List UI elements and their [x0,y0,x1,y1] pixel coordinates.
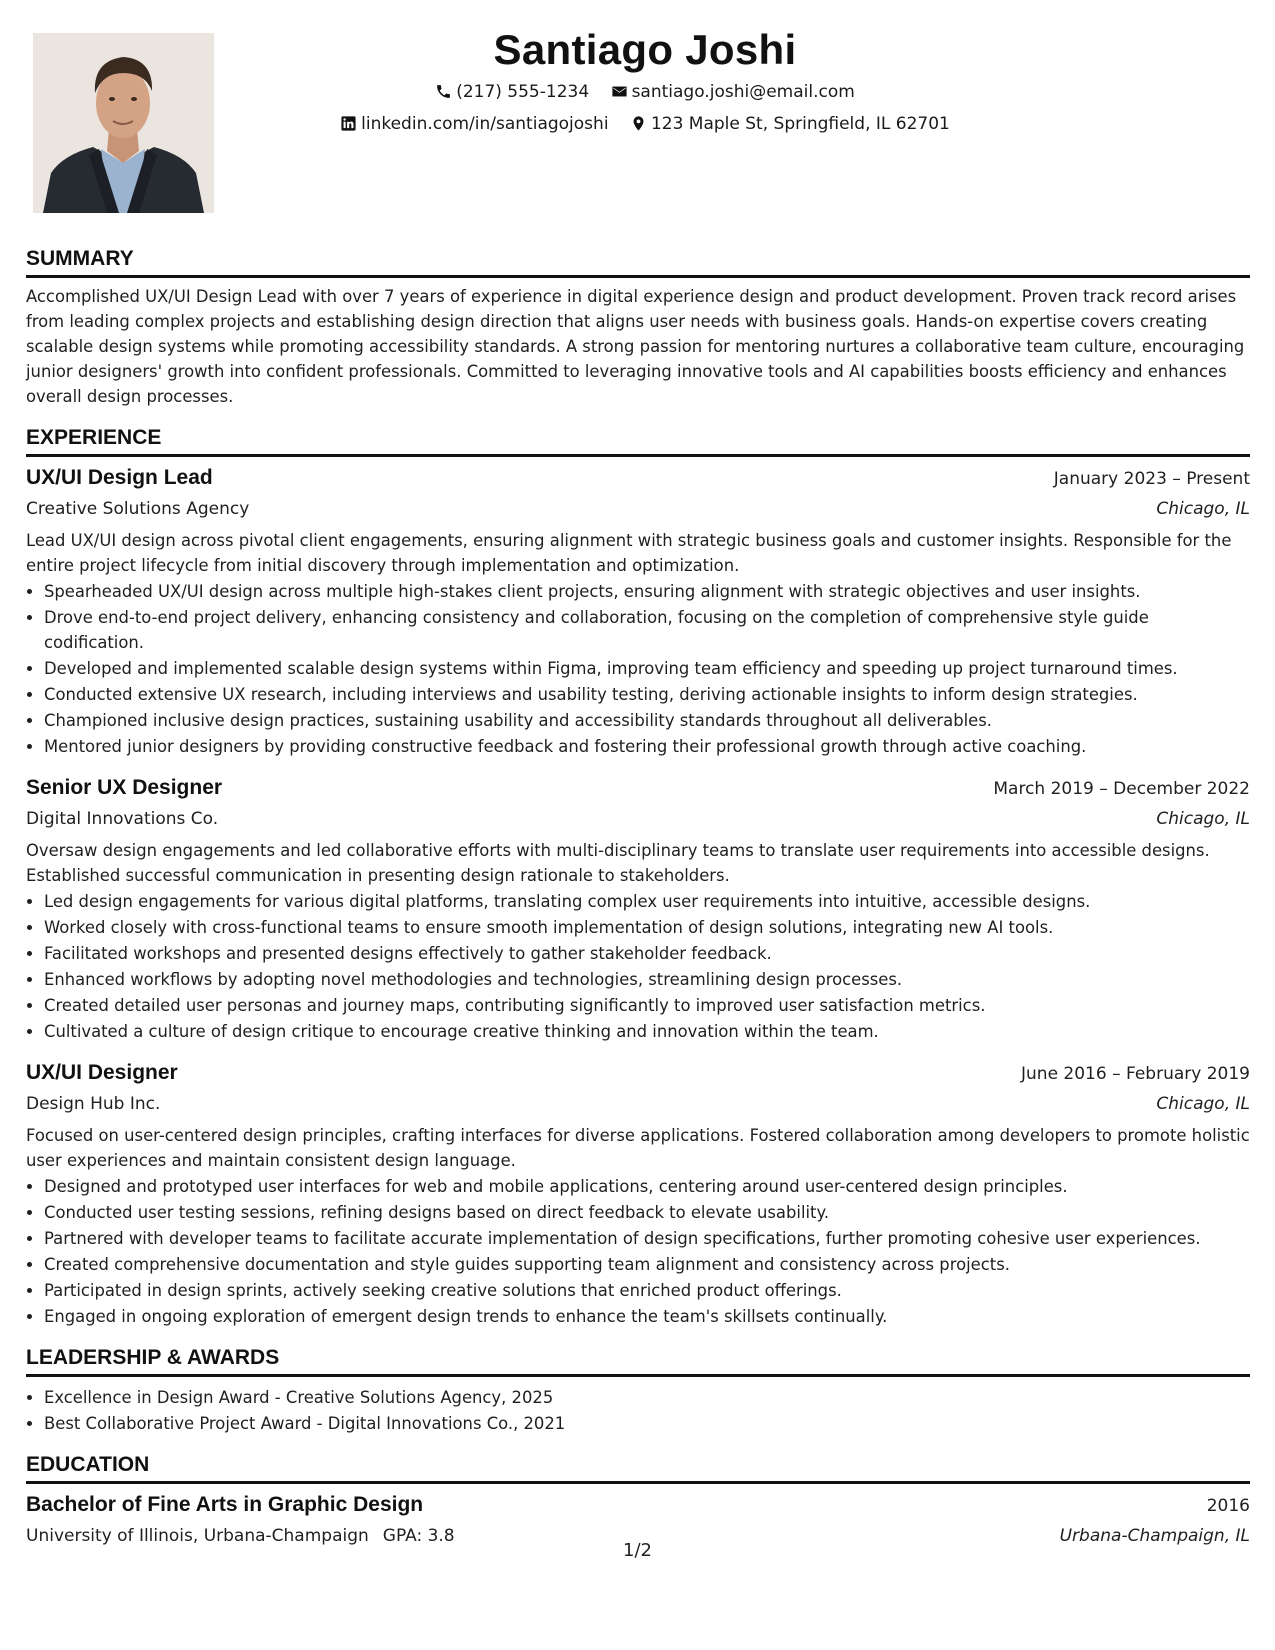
job-dates: January 2023 – Present [1053,469,1250,489]
job-bullet: • Conducted extensive UX research, including interviews and usability testing, deriving actionable insights to inform design strategies. [44,682,1250,707]
job-bullet: • Participated in design sprints, actively seeking creative solutions that enriched product offerings. [44,1278,1250,1303]
profile-photo-image [33,33,214,213]
job-bullet: • Led design engagements for various digital platforms, translating complex user requirements into intuitive, accessible designs. [44,889,1250,914]
summary-section [26,246,1250,409]
resume-content [26,246,1250,1567]
job-bullet: • Engaged in ongoing exploration of emergent design trends to enhance the team's skillsets continually. [44,1304,1250,1329]
phone-icon [435,83,452,100]
awards-list [26,1385,1250,1436]
contact-row-2 [200,112,1090,136]
graduation-year: 2016 [1206,1496,1250,1516]
phone-item [435,80,589,104]
job-title: UX/UI Design Lead [26,466,213,489]
job-bullet: • Created detailed user personas and journey maps, contributing significantly to improved user satisfaction metrics. [44,993,1250,1018]
job-company: Digital Innovations Co. [26,809,219,829]
page-number: 1/2 [623,1540,652,1561]
summary-heading: SUMMARY [26,246,1250,278]
job-bullet: • Spearheaded UX/UI design across multiple high-stakes client projects, ensuring alignment with strategic objectives and user insights. [44,579,1250,604]
map-pin-icon [630,115,647,132]
experience-section [26,425,1250,1329]
job-title: UX/UI Designer [26,1061,178,1084]
job-bullet: • Championed inclusive design practices, sustaining usability and accessibility standards throughout all deliverables. [44,708,1250,733]
school-location: Urbana-Champaign, IL [1059,1526,1250,1546]
job-bullets [26,889,1250,1044]
address-item [630,112,950,136]
job-dates: June 2016 – February 2019 [1021,1064,1250,1084]
education-section [26,1452,1250,1551]
candidate-name: Santiago Joshi [493,26,797,73]
job-company: Design Hub Inc. [26,1094,161,1114]
school-name: University of Illinois, Urbana-Champaign [26,1526,369,1546]
job-description: Oversaw design engagements and led collaborative efforts with multi-disciplinary teams to translate user requirements into accessible designs. Established successful communication in presenting design rationale to stakeholders. [26,841,1210,885]
job-bullet: • Facilitated workshops and presented designs effectively to gather stakeholder feedback. [44,941,1250,966]
email-text[interactable]: santiago.joshi@email.com [631,82,855,102]
linkedin-icon [340,115,357,132]
phone-text[interactable]: (217) 555-1234 [456,82,590,102]
job-bullet: • Worked closely with cross-functional teams to ensure smooth implementation of design solutions, integrating new AI tools. [44,915,1250,940]
job-description: Focused on user-centered design principles, crafting interfaces for diverse applications. Fostered collaboration among developers to promote holistic user experiences and maintain consistent design language. [26,1126,1250,1170]
job-bullet: • Cultivated a culture of design critique to encourage creative thinking and innovation within the team. [44,1019,1250,1044]
experience-heading: EXPERIENCE [26,425,1250,457]
degree-title: Bachelor of Fine Arts in Graphic Design [26,1493,424,1516]
job-bullet: • Drove end-to-end project delivery, enhancing consistency and collaboration, focusing on the completion of comprehensive style guide codification. [44,605,1250,655]
job-bullet: • Designed and prototyped user interfaces for web and mobile applications, centering around user-centered design principles. [44,1174,1250,1199]
job-bullets [26,1174,1250,1329]
linkedin-text[interactable]: linkedin.com/in/santiagojoshi [361,114,609,134]
job-entry [26,463,1250,759]
job-location: Chicago, IL [1156,809,1250,829]
job-title: Senior UX Designer [26,776,223,799]
summary-text: Accomplished UX/UI Design Lead with over 7 years of experience in digital experience design and product development. Proven track record arises from leading complex projects and establishing design direction that aligns user needs with business goals. Hands-on expertise covers creating scalable design systems while promoting accessibility standards. A strong passion for mentoring nurtures a collaborative team culture, encouraging junior designers' growth into confident professionals. Committed to leveraging innovative tools and AI capabilities boosts efficiency and enhances overall design processes. [26,287,1245,406]
job-bullet: • Conducted user testing sessions, refining designs based on direct feedback to elevate usability. [44,1200,1250,1225]
job-bullet: • Created comprehensive documentation and style guides supporting team alignment and consistency across projects. [44,1252,1250,1277]
education-heading: EDUCATION [26,1452,1250,1484]
job-dates: March 2019 – December 2022 [993,779,1250,799]
award-item: • Excellence in Design Award - Creative Solutions Agency, 2025 [44,1385,1250,1410]
job-entry [26,773,1250,1044]
job-bullets [26,579,1250,759]
email-item [611,80,855,104]
envelope-icon [611,83,628,100]
job-entry [26,1058,1250,1329]
job-bullet: • Partnered with developer teams to facilitate accurate implementation of design specifications, further promoting cohesive user experiences. [44,1226,1250,1251]
job-bullet: • Developed and implemented scalable design systems within Figma, improving team efficiency and speeding up project turnaround times. [44,656,1250,681]
job-location: Chicago, IL [1156,499,1250,519]
gpa-value: GPA: 3.8 [382,1526,455,1546]
awards-heading: LEADERSHIP & AWARDS [26,1345,1250,1377]
job-location: Chicago, IL [1156,1094,1250,1114]
job-bullet: • Enhanced workflows by adopting novel methodologies and technologies, streamlining design processes. [44,967,1250,992]
address-text: 123 Maple St, Springfield, IL 62701 [650,114,950,134]
job-bullet: • Mentored junior designers by providing constructive feedback and fostering their professional growth through active coaching. [44,734,1250,759]
profile-photo [33,33,214,213]
job-description: Lead UX/UI design across pivotal client engagements, ensuring alignment with strategic business goals and customer insights. Responsible for the entire project lifecycle from initial discovery through implementation and optimization. [26,531,1232,575]
job-company: Creative Solutions Agency [26,499,250,519]
awards-section [26,1345,1250,1436]
award-item: • Best Collaborative Project Award - Digital Innovations Co., 2021 [44,1411,1250,1436]
linkedin-item [340,112,608,136]
contact-row-1 [200,80,1090,104]
